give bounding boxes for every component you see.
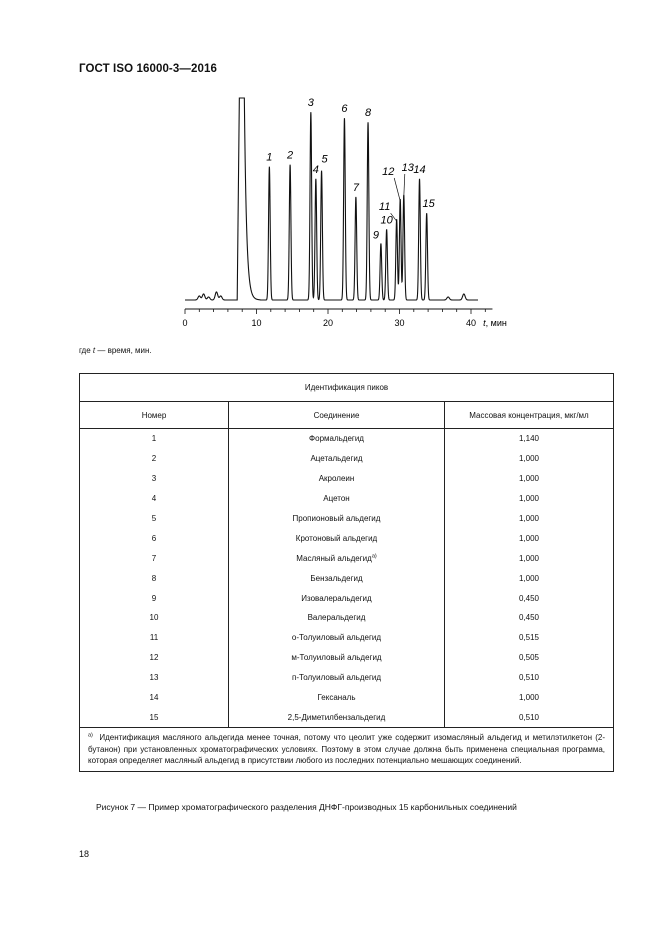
table-body — [80, 429, 614, 728]
cell-compound: м-Толуиловый альдегид — [229, 648, 445, 668]
peak-label: 10 — [380, 214, 393, 227]
table-caption: Идентификация пиков — [80, 374, 614, 402]
table-row — [80, 469, 614, 489]
figure-caption: Рисунок 7 — Пример хроматографического разделения ДНФГ-производных 15 карбонильных соединений — [96, 802, 517, 812]
cell-concentration: 1,000 — [445, 548, 614, 568]
cell-compound: Гексаналь — [229, 688, 445, 708]
peak-label: 11 — [378, 201, 391, 214]
x-tick-label: 30 — [394, 318, 405, 328]
peak-label: 8 — [364, 107, 372, 120]
table-row — [80, 588, 614, 608]
cell-concentration: 0,510 — [445, 707, 614, 727]
cell-compound: Ацетальдегид — [229, 449, 445, 469]
x-tick-label: 10 — [251, 318, 262, 328]
cell-number: 6 — [80, 528, 229, 548]
cell-compound: Бензальдегид — [229, 568, 445, 588]
column-header-number: Номер — [80, 402, 229, 429]
cell-concentration: 1,140 — [445, 429, 614, 449]
peak-leader-line — [394, 178, 400, 201]
table-row — [80, 668, 614, 688]
table-footnote: $^{а)}$ Идентификация масляного альдегида менее точная, потому что цеолит уже содержит изомасляный альдегид и метилэтилкетон (2-бутанон) при установленных хроматографических условиях. Поэтому в этом случае должна быть применена специальная программа, которая определяет масляный альдегид в присутствии любого из последних потенциально мешающих соединений. — [80, 728, 614, 772]
cell-number: 4 — [80, 489, 229, 509]
cell-number: 5 — [80, 509, 229, 529]
cell-number: 11 — [80, 628, 229, 648]
peak-label: 15 — [422, 198, 435, 211]
cell-concentration: 0,450 — [445, 608, 614, 628]
footnote-mark: а) — [371, 553, 377, 560]
cell-compound: Акролеин — [229, 469, 445, 489]
cell-concentration: 1,000 — [445, 509, 614, 529]
cell-number: 12 — [80, 648, 229, 668]
x-tick-label: 40 — [465, 318, 477, 328]
cell-concentration: 1,000 — [445, 568, 614, 588]
cell-concentration: 1,000 — [445, 469, 614, 489]
peak-label: 5 — [321, 153, 328, 166]
cell-compound: Валеральдегид — [229, 608, 445, 628]
cell-compound: Формальдегид — [229, 429, 445, 449]
cell-number: 9 — [80, 588, 229, 608]
cell-number: 1 — [80, 429, 229, 449]
cell-concentration: 1,000 — [445, 688, 614, 708]
table-row — [80, 628, 614, 648]
peak-label: 4 — [312, 163, 319, 176]
column-header-compound: Соединение — [229, 402, 445, 429]
table-row — [80, 648, 614, 668]
cell-concentration: 1,000 — [445, 489, 614, 509]
x-axis-label: t, мин — [483, 318, 507, 328]
cell-concentration: 0,515 — [445, 628, 614, 648]
peak-leader-line — [404, 174, 405, 197]
cell-number: 2 — [80, 449, 229, 469]
peak-identification-table — [79, 373, 614, 772]
cell-compound: Изовалеральдегид — [229, 588, 445, 608]
column-header-concentration: Массовая концентрация, мкг/мл — [445, 402, 614, 429]
cell-concentration: 1,000 — [445, 528, 614, 548]
peak-label: 13 — [401, 161, 414, 174]
cell-number: 10 — [80, 608, 229, 628]
table-row — [80, 688, 614, 708]
variable-note: где t — время, мин. — [79, 346, 152, 355]
cell-compound: Ацетон — [229, 489, 445, 509]
peak-labels — [266, 97, 435, 241]
peak-label: 14 — [413, 163, 426, 176]
cell-compound: 2,5-Диметилбензальдегид — [229, 707, 445, 727]
cell-compound: Пропионовый альдегид — [229, 509, 445, 529]
cell-compound: о-Толуиловый альдегид — [229, 628, 445, 648]
table-row — [80, 608, 614, 628]
chromatogram-chart — [0, 0, 661, 345]
cell-concentration: 0,450 — [445, 588, 614, 608]
peak-label: 3 — [307, 97, 314, 110]
cell-number: 3 — [80, 469, 229, 489]
table-row — [80, 509, 614, 529]
cell-concentration: 0,505 — [445, 648, 614, 668]
cell-compound: п-Толуиловый альдегид — [229, 668, 445, 688]
peak-label: 6 — [341, 103, 348, 116]
cell-number: 13 — [80, 668, 229, 688]
cell-compound: Кротоновый альдегид — [229, 528, 445, 548]
peak-label: 2 — [287, 149, 294, 162]
document-header: ГОСТ ISO 16000-3—2016 — [79, 63, 217, 75]
cell-number: 8 — [80, 568, 229, 588]
peak-label: 12 — [382, 166, 395, 178]
peak-label: 7 — [352, 181, 359, 194]
peak-label: 9 — [372, 229, 379, 242]
cell-number: 7 — [80, 548, 229, 568]
x-axis-ticks — [182, 309, 485, 328]
cell-number: 14 — [80, 688, 229, 708]
table-row — [80, 489, 614, 509]
table-row — [80, 707, 614, 727]
cell-concentration: 0,510 — [445, 668, 614, 688]
peak-label: 1 — [266, 151, 273, 164]
table-row — [80, 568, 614, 588]
x-tick-label: 0 — [182, 318, 188, 328]
table-row — [80, 548, 614, 568]
cell-compound: Масляный альдегид$^{а)}$ — [229, 548, 445, 568]
table-row — [80, 449, 614, 469]
table-row — [80, 429, 614, 449]
table-row — [80, 528, 614, 548]
x-tick-label: 20 — [322, 318, 334, 328]
cell-concentration: 1,000 — [445, 449, 614, 469]
cell-number: 15 — [80, 707, 229, 727]
page-number: 18 — [79, 849, 90, 859]
